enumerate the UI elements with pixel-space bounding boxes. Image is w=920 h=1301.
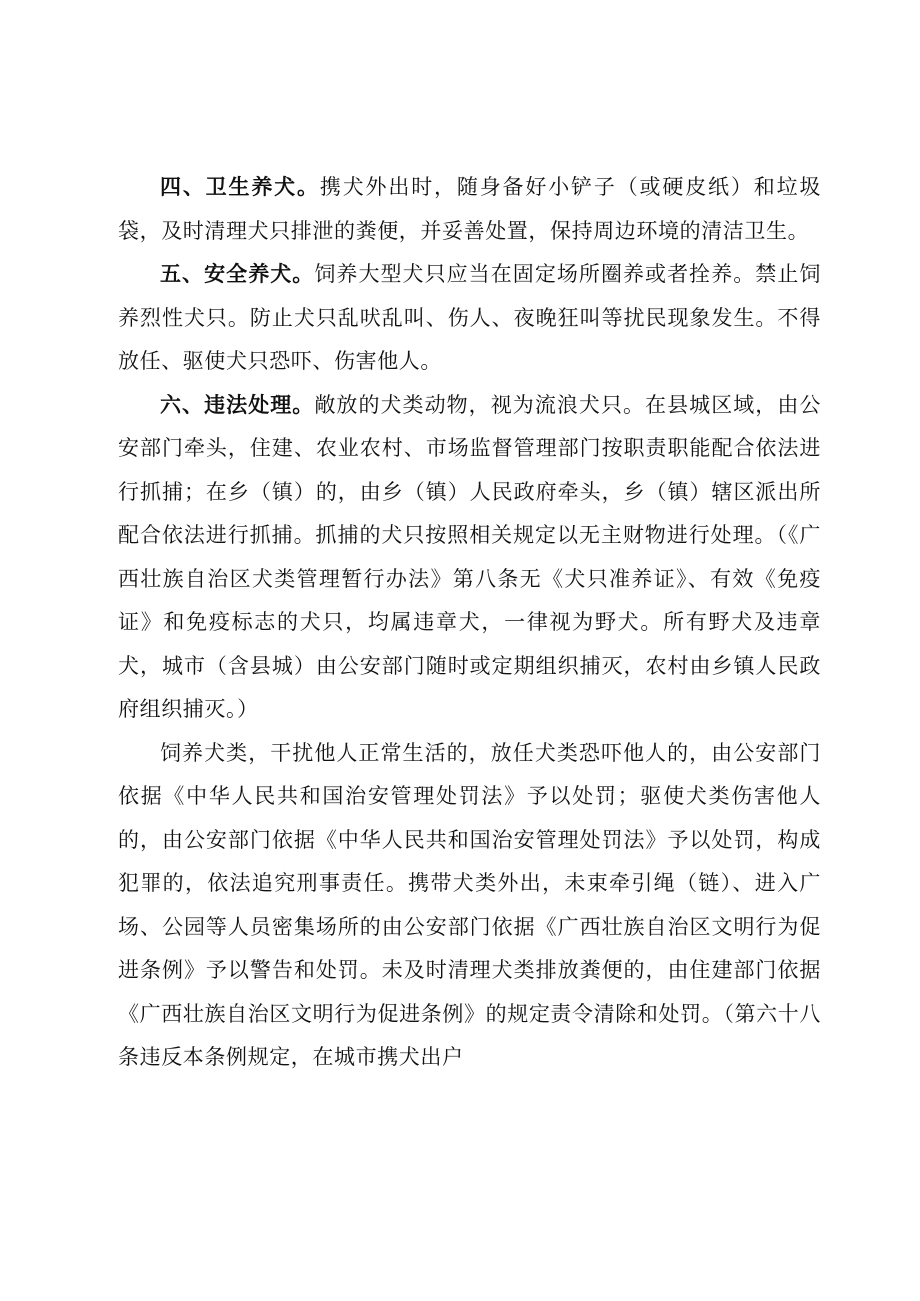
paragraph-text-penalties: 饲养犬类，干扰他人正常生活的，放任犬类恐吓他人的，由公安部门依据《中华人民共和国治安管理处罚法》予以处罚；驱使犬类伤害他人的，由公安部门依据《中华人民共和国治安管理处罚法》予以处罚，构成犯罪的，依法追究刑事责任。携带犬类外出，未束牵引绳（链）、进入广场、公园等人员密集场所的由公安部门依据《广西壮族自治区文明行为促进条例》予以警告和处罚。未及时清理犬类排放粪便的，由住建部门依据《广西壮族自治区文明行为促进条例》的规定责令清除和处罚。（第六十八条违反本条例规定，在城市携犬出户 bbox=[118, 740, 821, 1069]
paragraph-text-violation: 敞放的犬类动物，视为流浪犬只。在县城区域，由公安部门牵头，住建、农业农村、市场监督管理部门按职责职能配合依法进行抓捕；在乡（镇）的，由乡（镇）人民政府牵头，乡（镇）辖区派出所配合依法进行抓捕。抓捕的犬只按照相关规定以无主财物进行处理。（《广西壮族自治区犬类管理暂行办法》第八条无《犬只准养证》、有效《免疫证》和免疫标志的犬只，均属违章犬，一律视为野犬。所有野犬及违章犬，城市（含县城）由公安部门随时或定期组织捕灭，农村由乡镇人民政府组织捕灭。） bbox=[118, 392, 821, 721]
paragraph-text-hygiene: 携犬外出时，随身备好小铲子（或硬皮纸）和垃圾袋，及时清理犬只排泄的粪便，并妥善处置，保持周边环境的清洁卫生。 bbox=[118, 175, 822, 243]
paragraph-hygiene bbox=[118, 166, 821, 253]
paragraph-violation bbox=[118, 384, 821, 732]
paragraph-penalties bbox=[118, 732, 821, 1080]
document-body bbox=[118, 166, 821, 1080]
section-heading-violation: 六、违法处理。 bbox=[160, 392, 315, 417]
section-heading-hygiene: 四、卫生养犬。 bbox=[160, 175, 320, 199]
section-heading-safety: 五、安全养犬。 bbox=[160, 262, 315, 286]
paragraph-safety bbox=[118, 253, 821, 384]
paragraph-text-safety: 饲养大型犬只应当在固定场所圈养或者拴养。禁止饲养烈性犬只。防止犬只乱吠乱叫、伤人、夜晚狂叫等扰民现象发生。不得放任、驱使犬只恐吓、伤害他人。 bbox=[118, 262, 821, 373]
